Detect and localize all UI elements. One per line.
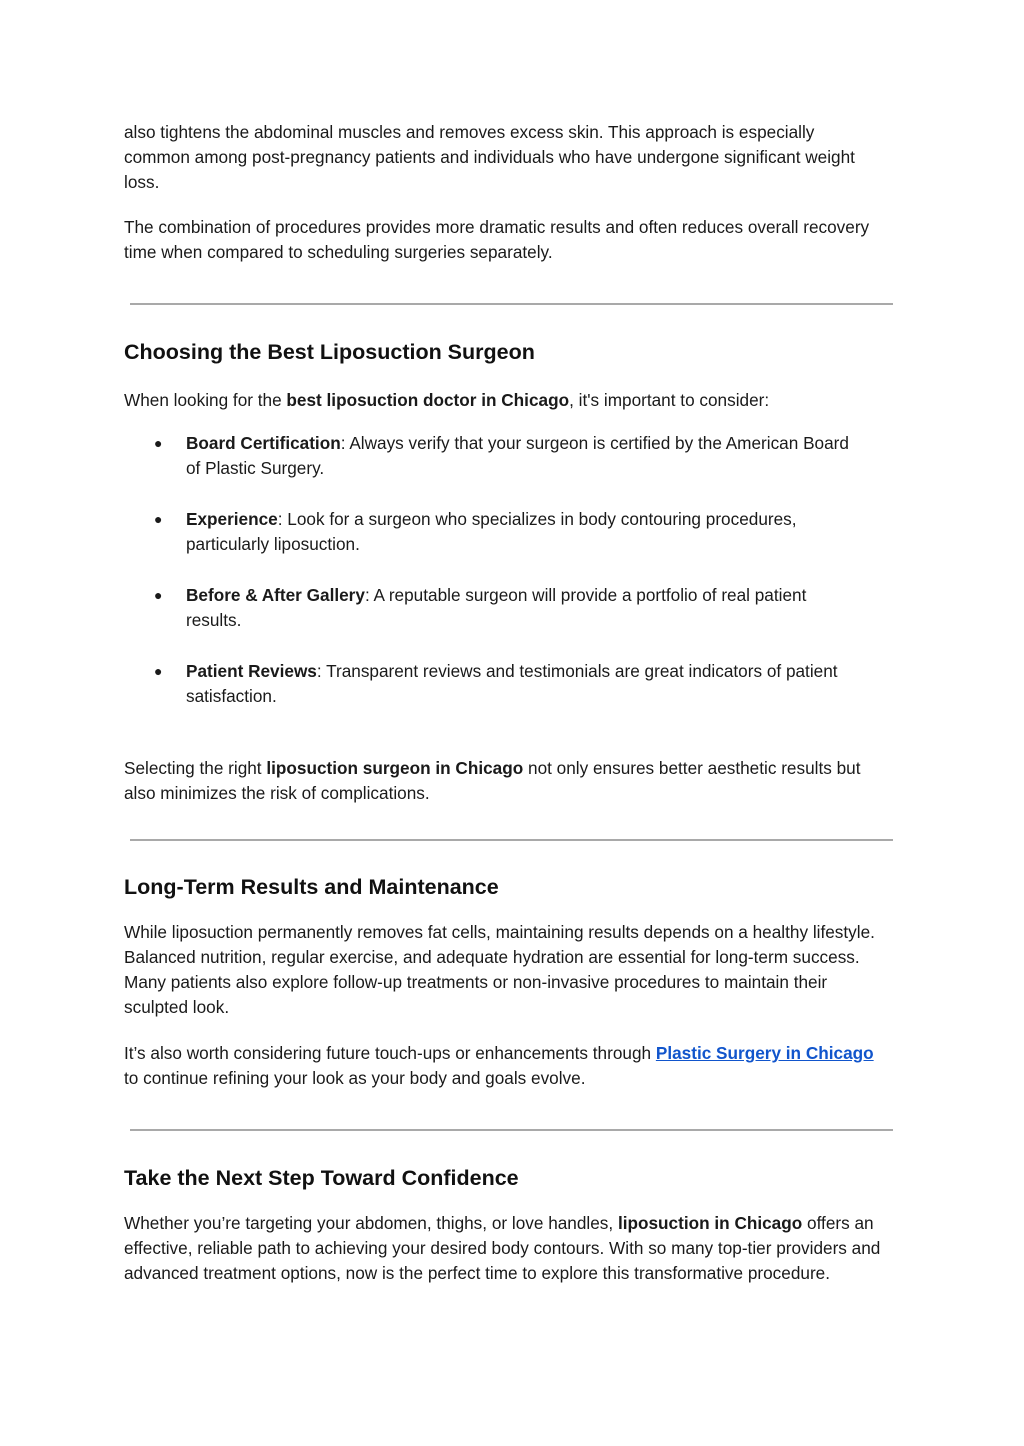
section-divider xyxy=(130,839,893,841)
maintenance-paragraph-2: It’s also worth considering future touch-ups or enhancements through Plastic Surgery in Chicago to continue refining your look as your body and goals evolve. xyxy=(124,1043,874,1088)
bullet-dot: ● xyxy=(154,663,163,679)
next-step-section-heading: Take the Next Step Toward Confidence xyxy=(124,1166,519,1190)
section-divider xyxy=(130,303,893,305)
maintenance-paragraph-1: While liposuction permanently removes fat cells, maintaining results depends on a healthy lifestyle. Balanced nutrition, regular exercise, and adequate hydration are essential for long-term success. Many patients also explore follow-up treatments or non-invasive procedures to maintain their sculpted look. xyxy=(124,922,875,1017)
surgeon-section-heading: Choosing the Best Liposuction Surgeon xyxy=(124,340,535,364)
surgeon-lead-paragraph: When looking for the best liposuction doctor in Chicago, it's important to consider: xyxy=(124,390,770,410)
plastic-surgery-link[interactable]: Plastic Surgery in Chicago xyxy=(655,1043,874,1063)
next-step-paragraph: Whether you’re targeting your abdomen, thighs, or love handles, liposuction in Chicago offers an effective, reliable path to achieving your desired body contours. With so many top-tier providers and advanced treatment options, now is the perfect time to explore this transformative procedure. xyxy=(124,1213,881,1283)
document-page: also tightens the abdominal muscles and removes excess skin. This approach is especially common among post-pregnancy patients and individuals who have undergone significant weight loss. The combination of procedures provides more dramatic results and often reduces overall recovery time when compared to scheduling surgeries separately. Choosing the Best Liposuction Surgeon When looking for the best liposuction doctor in Chicago, it's important to consider: ● Board Certification: Always verify that your surgeon is certified by the American Board of Plastic Surgery. ● Experience: Look for a surgeon who specializes in body contouring procedures, particularly liposuction. ● Before & After Gallery: A reputable surgeon will provide a portfolio of real patient results. ● Patient Reviews: Transparent reviews and testimonials are great indicators of patient satisfaction. Selecting the right liposuction surgeon in Chicago not only ensures better aesthetic results but also minimizes the risk of complications. Long-Term Results and Maintenance While liposuction permanently removes fat cells, maintaining results depends on a healthy lifestyle. Balanced nutrition, regular exercise, and adequate hydration are essential for long-term success. Many patients also explore follow-up treatments or non-invasive procedures to maintain their sculpted look. It’s also worth considering future touch-ups or enhancements through Plastic Surgery in Chicago to continue refining your look as your body and goals evolve. Take the Next Step Toward Confidence Whether you’re targeting your abdomen, thighs, or love handles, liposuction in Chicago offers an effective, reliable path to achieving your desired body contours. With so many top-tier providers and advanced treatment options, now is the perfect time to explore this transformative procedure. xyxy=(0,0,1024,1446)
bullet-dot: ● xyxy=(154,511,163,527)
section-divider xyxy=(130,1129,893,1131)
surgeon-closing-paragraph: Selecting the right liposuction surgeon in Chicago not only ensures better aesthetic results but also minimizes the risk of complications. xyxy=(124,758,861,803)
maintenance-section-heading: Long-Term Results and Maintenance xyxy=(124,875,499,899)
intro-paragraph-1: also tightens the abdominal muscles and removes excess skin. This approach is especially common among post-pregnancy patients and individuals who have undergone significant weight loss. xyxy=(124,122,855,192)
bullet-dot: ● xyxy=(154,435,163,451)
intro-paragraph-2: The combination of procedures provides more dramatic results and often reduces overall recovery time when compared to scheduling surgeries separately. xyxy=(124,217,870,262)
bullet-dot: ● xyxy=(154,587,163,603)
